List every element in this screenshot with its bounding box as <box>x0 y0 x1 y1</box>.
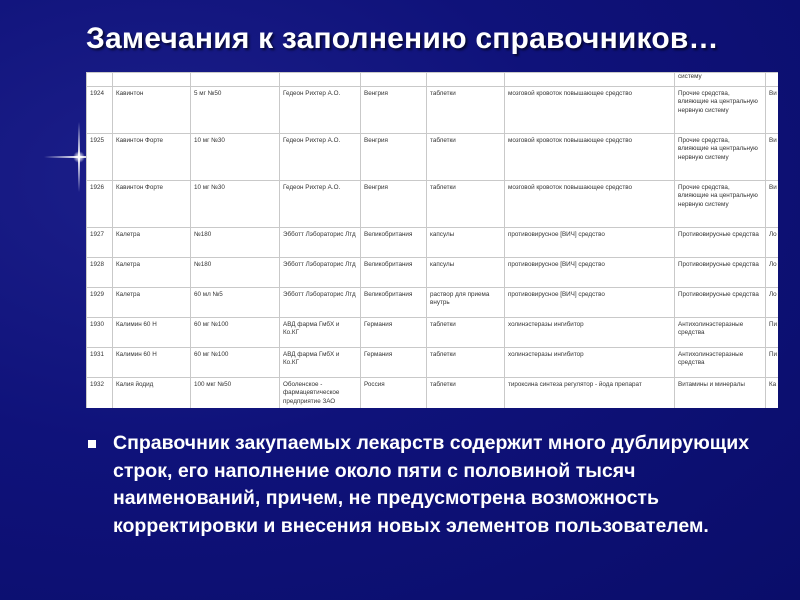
table-row <box>87 318 779 348</box>
table-cell: Ка <box>766 378 779 409</box>
table-cell: Прочие средства, влияющие на центральную нервную систему <box>675 87 766 134</box>
table-cell: противовирусное [ВИЧ] средство <box>505 258 675 288</box>
table-cell: Ви <box>766 181 779 228</box>
table-cell: Ло <box>766 228 779 258</box>
table-cell <box>87 73 113 87</box>
table-cell: Кавинтон Форте <box>113 181 191 228</box>
table-cell: Кавинтон <box>113 87 191 134</box>
table-cell: Эбботт Лэбораторис Лтд <box>280 228 361 258</box>
table-cell: раствор для приема внутрь <box>427 288 505 318</box>
table-cell: Кавинтон Форте <box>113 134 191 181</box>
table-cell: АВД фарма ГмбХ и Ко.КГ <box>280 318 361 348</box>
table-row <box>87 87 779 134</box>
table-cell: систему <box>675 73 766 87</box>
table-cell <box>113 73 191 87</box>
table-cell: Антихолинэстеразные средства <box>675 318 766 348</box>
table-cell: холинэстеразы ингибитор <box>505 348 675 378</box>
table-cell: Гедеон Рихтер А.О. <box>280 134 361 181</box>
table-cell: Ло <box>766 258 779 288</box>
table-row <box>87 134 779 181</box>
table-cell: Калетра <box>113 288 191 318</box>
table-cell: Ви <box>766 134 779 181</box>
table-cell: Калетра <box>113 228 191 258</box>
table-cell: Эбботт Лэбораторис Лтд <box>280 288 361 318</box>
table-cell: 1924 <box>87 87 113 134</box>
table-cell: №180 <box>191 258 280 288</box>
table-cell: Прочие средства, влияющие на центральную нервную систему <box>675 134 766 181</box>
table-cell: Ло <box>766 288 779 318</box>
table-cell: таблетки <box>427 87 505 134</box>
table-cell: таблетки <box>427 134 505 181</box>
table-cell: Прочие средства, влияющие на центральную нервную систему <box>675 181 766 228</box>
table-cell: мозговой кровоток повышающее средство <box>505 181 675 228</box>
table-row <box>87 258 779 288</box>
table-cell: 1928 <box>87 258 113 288</box>
table-cell: АВД фарма ГмбХ и Ко.КГ <box>280 348 361 378</box>
table-cell: Венгрия <box>361 134 427 181</box>
table-row <box>87 288 779 318</box>
table-cell <box>280 73 361 87</box>
table-cell: Германия <box>361 318 427 348</box>
table-cell <box>505 73 675 87</box>
table-cell: 1927 <box>87 228 113 258</box>
table-cell: капсулы <box>427 258 505 288</box>
table-cell: таблетки <box>427 181 505 228</box>
table-cell: противовирусное [ВИЧ] средство <box>505 228 675 258</box>
table-cell: таблетки <box>427 348 505 378</box>
table-cell: 10 мг №30 <box>191 134 280 181</box>
table-cell: Великобритания <box>361 288 427 318</box>
table-cell: 1932 <box>87 378 113 409</box>
table-cell <box>191 73 280 87</box>
table-cell: 100 мкг №50 <box>191 378 280 409</box>
table-cell: Калимин 60 Н <box>113 318 191 348</box>
table-cell: Оболенское - фармацевтическое предприятие ЗАО <box>280 378 361 409</box>
table-cell: 1930 <box>87 318 113 348</box>
table-cell: Венгрия <box>361 87 427 134</box>
table-cell: Калимин 60 Н <box>113 348 191 378</box>
table-cell: №180 <box>191 228 280 258</box>
table-cell: 1926 <box>87 181 113 228</box>
table-row <box>87 348 779 378</box>
table-cell: Гедеон Рихтер А.О. <box>280 87 361 134</box>
table-row <box>87 228 779 258</box>
table-cell: 10 мг №30 <box>191 181 280 228</box>
table-cell: Противовирусные средства <box>675 288 766 318</box>
table-cell: мозговой кровоток повышающее средство <box>505 134 675 181</box>
table-cell: 1925 <box>87 134 113 181</box>
table-cell: Калетра <box>113 258 191 288</box>
table-cell <box>361 73 427 87</box>
table-row <box>87 378 779 409</box>
table-cell: Пи <box>766 348 779 378</box>
table-cell: Пи <box>766 318 779 348</box>
table-cell: 60 мл №5 <box>191 288 280 318</box>
bullet-marker <box>88 440 96 448</box>
table-cell: Великобритания <box>361 228 427 258</box>
slide-title: Замечания к заполнению справочников… <box>86 22 719 55</box>
table-cell: капсулы <box>427 228 505 258</box>
table-cell: Германия <box>361 348 427 378</box>
table-row <box>87 73 779 87</box>
table-cell: Великобритания <box>361 258 427 288</box>
table-screenshot <box>86 72 778 408</box>
table-cell: противовирусное [ВИЧ] средство <box>505 288 675 318</box>
table-cell: 60 мг №100 <box>191 348 280 378</box>
table-cell: Россия <box>361 378 427 409</box>
table-cell: 1931 <box>87 348 113 378</box>
table-cell: тироксина синтеза регулятор - йода препарат <box>505 378 675 409</box>
table-row <box>87 181 779 228</box>
table-cell: Противовирусные средства <box>675 228 766 258</box>
table-cell: 60 мг №100 <box>191 318 280 348</box>
table-cell: 1929 <box>87 288 113 318</box>
table-cell: Противовирусные средства <box>675 258 766 288</box>
table-cell: холинэстеразы ингибитор <box>505 318 675 348</box>
table-cell: Гедеон Рихтер А.О. <box>280 181 361 228</box>
table-cell: таблетки <box>427 318 505 348</box>
table-cell: 5 мг №50 <box>191 87 280 134</box>
table-cell <box>766 73 779 87</box>
drug-reference-table <box>86 72 778 408</box>
table-cell: таблетки <box>427 378 505 409</box>
bullet-text: Справочник закупаемых лекарств содержит много дублирующих строк, его наполнение около пяти с половиной тысяч наименований, причем, не предусмотрена возможность корректировки и внесения новых элементов пользователем. <box>113 432 750 537</box>
table-cell: Антихолинэстеразные средства <box>675 348 766 378</box>
table-cell: Витамины и минералы <box>675 378 766 409</box>
table-cell: Эбботт Лэбораторис Лтд <box>280 258 361 288</box>
table-cell: мозговой кровоток повышающее средство <box>505 87 675 134</box>
table-cell <box>427 73 505 87</box>
table-cell: Венгрия <box>361 181 427 228</box>
table-cell: Калия йодид <box>113 378 191 409</box>
table-cell: Ви <box>766 87 779 134</box>
